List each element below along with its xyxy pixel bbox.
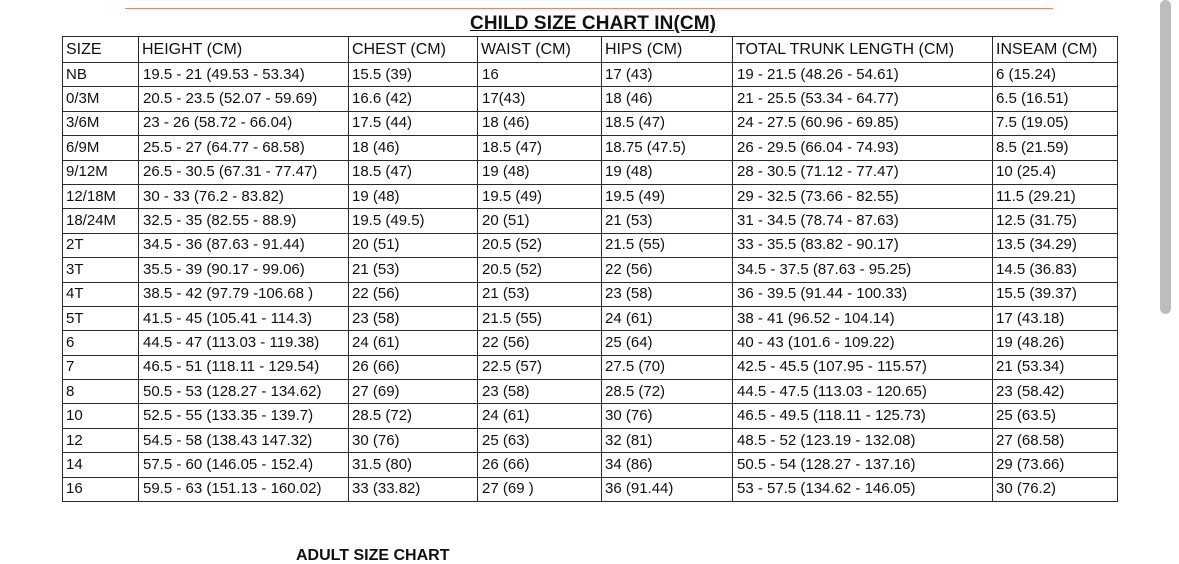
cell-trunk-length: 50.5 - 54 (128.27 - 137.16) (733, 453, 993, 477)
cell-chest: 18.5 (47) (349, 160, 478, 184)
cell-waist: 17(43) (478, 87, 602, 111)
cell-height: 41.5 - 45 (105.41 - 114.3) (139, 306, 349, 330)
cell-inseam: 23 (58.42) (993, 380, 1118, 404)
cell-hips: 21 (53) (602, 209, 733, 233)
cell-inseam: 25 (63.5) (993, 404, 1118, 428)
cell-chest: 20 (51) (349, 233, 478, 257)
table-row (63, 453, 1118, 477)
table-row (63, 258, 1118, 282)
column-header-hips: HIPS (CM) (602, 37, 733, 63)
cell-size: 0/3M (63, 87, 139, 111)
cell-hips: 24 (61) (602, 306, 733, 330)
cell-height: 52.5 - 55 (133.35 - 139.7) (139, 404, 349, 428)
cell-height: 34.5 - 36 (87.63 - 91.44) (139, 233, 349, 257)
cell-hips: 27.5 (70) (602, 355, 733, 379)
cell-chest: 23 (58) (349, 306, 478, 330)
cell-height: 54.5 - 58 (138.43 147.32) (139, 428, 349, 452)
table-row (63, 331, 1118, 355)
table-row (63, 282, 1118, 306)
cell-trunk-length: 48.5 - 52 (123.19 - 132.08) (733, 428, 993, 452)
table-row (63, 63, 1118, 87)
column-header-size: SIZE (63, 37, 139, 63)
cell-height: 25.5 - 27 (64.77 - 68.58) (139, 136, 349, 160)
cell-chest: 28.5 (72) (349, 404, 478, 428)
cell-chest: 21 (53) (349, 258, 478, 282)
cell-inseam: 29 (73.66) (993, 453, 1118, 477)
cell-waist: 20.5 (52) (478, 258, 602, 282)
column-header-waist: WAIST (CM) (478, 37, 602, 63)
cell-inseam: 17 (43.18) (993, 306, 1118, 330)
cell-hips: 18.5 (47) (602, 111, 733, 135)
cell-trunk-length: 36 - 39.5 (91.44 - 100.33) (733, 282, 993, 306)
cell-height: 38.5 - 42 (97.79 -106.68 ) (139, 282, 349, 306)
table-row (63, 209, 1118, 233)
cell-inseam: 8.5 (21.59) (993, 136, 1118, 160)
cell-height: 59.5 - 63 (151.13 - 160.02) (139, 477, 349, 501)
cell-hips: 23 (58) (602, 282, 733, 306)
cell-waist: 20.5 (52) (478, 233, 602, 257)
cell-size: 6/9M (63, 136, 139, 160)
table-row (63, 233, 1118, 257)
cell-inseam: 27 (68.58) (993, 428, 1118, 452)
column-header-height: HEIGHT (CM) (139, 37, 349, 63)
cell-inseam: 10 (25.4) (993, 160, 1118, 184)
cell-chest: 19 (48) (349, 184, 478, 208)
cell-waist: 21.5 (55) (478, 306, 602, 330)
cell-chest: 18 (46) (349, 136, 478, 160)
cell-chest: 26 (66) (349, 355, 478, 379)
cell-chest: 16.6 (42) (349, 87, 478, 111)
table-header-row (63, 37, 1118, 63)
cell-trunk-length: 42.5 - 45.5 (107.95 - 115.57) (733, 355, 993, 379)
cell-hips: 22 (56) (602, 258, 733, 282)
cell-size: 3/6M (63, 111, 139, 135)
cell-trunk-length: 53 - 57.5 (134.62 - 146.05) (733, 477, 993, 501)
cell-trunk-length: 29 - 32.5 (73.66 - 82.55) (733, 184, 993, 208)
cell-trunk-length: 44.5 - 47.5 (113.03 - 120.65) (733, 380, 993, 404)
cell-height: 32.5 - 35 (82.55 - 88.9) (139, 209, 349, 233)
cell-inseam: 11.5 (29.21) (993, 184, 1118, 208)
cell-size: 12 (63, 428, 139, 452)
cell-hips: 28.5 (72) (602, 380, 733, 404)
cell-chest: 17.5 (44) (349, 111, 478, 135)
cell-size: 6 (63, 331, 139, 355)
table-row (63, 404, 1118, 428)
cell-chest: 19.5 (49.5) (349, 209, 478, 233)
cell-trunk-length: 26 - 29.5 (66.04 - 74.93) (733, 136, 993, 160)
cell-size: 8 (63, 380, 139, 404)
cell-size: 7 (63, 355, 139, 379)
cell-waist: 16 (478, 63, 602, 87)
cell-waist: 23 (58) (478, 380, 602, 404)
cell-height: 30 - 33 (76.2 - 83.82) (139, 184, 349, 208)
cell-size: 12/18M (63, 184, 139, 208)
cell-hips: 21.5 (55) (602, 233, 733, 257)
cell-size: 18/24M (63, 209, 139, 233)
cell-chest: 31.5 (80) (349, 453, 478, 477)
cell-waist: 22.5 (57) (478, 355, 602, 379)
cell-height: 57.5 - 60 (146.05 - 152.4) (139, 453, 349, 477)
cell-trunk-length: 40 - 43 (101.6 - 109.22) (733, 331, 993, 355)
cell-height: 19.5 - 21 (49.53 - 53.34) (139, 63, 349, 87)
cell-inseam: 13.5 (34.29) (993, 233, 1118, 257)
table-row (63, 136, 1118, 160)
cell-size: 10 (63, 404, 139, 428)
cell-chest: 33 (33.82) (349, 477, 478, 501)
vertical-scrollbar[interactable] (1160, 0, 1171, 314)
cell-waist: 24 (61) (478, 404, 602, 428)
table-row (63, 428, 1118, 452)
cell-inseam: 19 (48.26) (993, 331, 1118, 355)
page-title: CHILD SIZE CHART IN(CM) (470, 13, 717, 34)
cell-waist: 18 (46) (478, 111, 602, 135)
cell-trunk-length: 21 - 25.5 (53.34 - 64.77) (733, 87, 993, 111)
top-divider (125, 8, 1053, 9)
cell-height: 50.5 - 53 (128.27 - 134.62) (139, 380, 349, 404)
table-row (63, 184, 1118, 208)
cell-size: NB (63, 63, 139, 87)
cell-inseam: 21 (53.34) (993, 355, 1118, 379)
cell-chest: 27 (69) (349, 380, 478, 404)
cell-inseam: 6.5 (16.51) (993, 87, 1118, 111)
cell-waist: 26 (66) (478, 453, 602, 477)
table-row (63, 380, 1118, 404)
table-row (63, 160, 1118, 184)
cell-inseam: 30 (76.2) (993, 477, 1118, 501)
column-header-trunk-length: TOTAL TRUNK LENGTH (CM) (733, 37, 993, 63)
cell-hips: 19.5 (49) (602, 184, 733, 208)
cell-trunk-length: 28 - 30.5 (71.12 - 77.47) (733, 160, 993, 184)
column-header-chest: CHEST (CM) (349, 37, 478, 63)
cell-trunk-length: 19 - 21.5 (48.26 - 54.61) (733, 63, 993, 87)
cell-height: 44.5 - 47 (113.03 - 119.38) (139, 331, 349, 355)
cell-inseam: 15.5 (39.37) (993, 282, 1118, 306)
cell-trunk-length: 24 - 27.5 (60.96 - 69.85) (733, 111, 993, 135)
table-row (63, 306, 1118, 330)
cell-height: 26.5 - 30.5 (67.31 - 77.47) (139, 160, 349, 184)
cell-hips: 32 (81) (602, 428, 733, 452)
cell-hips: 19 (48) (602, 160, 733, 184)
cell-chest: 24 (61) (349, 331, 478, 355)
cell-size: 5T (63, 306, 139, 330)
cell-trunk-length: 46.5 - 49.5 (118.11 - 125.73) (733, 404, 993, 428)
cell-hips: 18 (46) (602, 87, 733, 111)
cell-waist: 19.5 (49) (478, 184, 602, 208)
cell-hips: 30 (76) (602, 404, 733, 428)
cell-hips: 36 (91.44) (602, 477, 733, 501)
column-header-inseam: INSEAM (CM) (993, 37, 1118, 63)
next-section-title: ADULT SIZE CHART (296, 547, 450, 564)
cell-hips: 18.75 (47.5) (602, 136, 733, 160)
cell-size: 3T (63, 258, 139, 282)
cell-waist: 27 (69 ) (478, 477, 602, 501)
cell-chest: 30 (76) (349, 428, 478, 452)
table-row (63, 477, 1118, 501)
cell-hips: 25 (64) (602, 331, 733, 355)
cell-height: 20.5 - 23.5 (52.07 - 59.69) (139, 87, 349, 111)
cell-waist: 19 (48) (478, 160, 602, 184)
cell-hips: 17 (43) (602, 63, 733, 87)
cell-hips: 34 (86) (602, 453, 733, 477)
cell-inseam: 14.5 (36.83) (993, 258, 1118, 282)
cell-size: 14 (63, 453, 139, 477)
cell-waist: 21 (53) (478, 282, 602, 306)
cell-waist: 18.5 (47) (478, 136, 602, 160)
cell-chest: 15.5 (39) (349, 63, 478, 87)
cell-size: 2T (63, 233, 139, 257)
cell-trunk-length: 38 - 41 (96.52 - 104.14) (733, 306, 993, 330)
cell-trunk-length: 33 - 35.5 (83.82 - 90.17) (733, 233, 993, 257)
cell-trunk-length: 34.5 - 37.5 (87.63 - 95.25) (733, 258, 993, 282)
cell-height: 35.5 - 39 (90.17 - 99.06) (139, 258, 349, 282)
cell-waist: 22 (56) (478, 331, 602, 355)
table-row (63, 111, 1118, 135)
cell-height: 23 - 26 (58.72 - 66.04) (139, 111, 349, 135)
cell-trunk-length: 31 - 34.5 (78.74 - 87.63) (733, 209, 993, 233)
cell-inseam: 7.5 (19.05) (993, 111, 1118, 135)
cell-height: 46.5 - 51 (118.11 - 129.54) (139, 355, 349, 379)
cell-size: 9/12M (63, 160, 139, 184)
cell-inseam: 6 (15.24) (993, 63, 1118, 87)
cell-chest: 22 (56) (349, 282, 478, 306)
cell-size: 4T (63, 282, 139, 306)
table-row (63, 355, 1118, 379)
table-row (63, 87, 1118, 111)
cell-size: 16 (63, 477, 139, 501)
cell-waist: 20 (51) (478, 209, 602, 233)
size-chart-table (62, 36, 1118, 502)
cell-waist: 25 (63) (478, 428, 602, 452)
cell-inseam: 12.5 (31.75) (993, 209, 1118, 233)
